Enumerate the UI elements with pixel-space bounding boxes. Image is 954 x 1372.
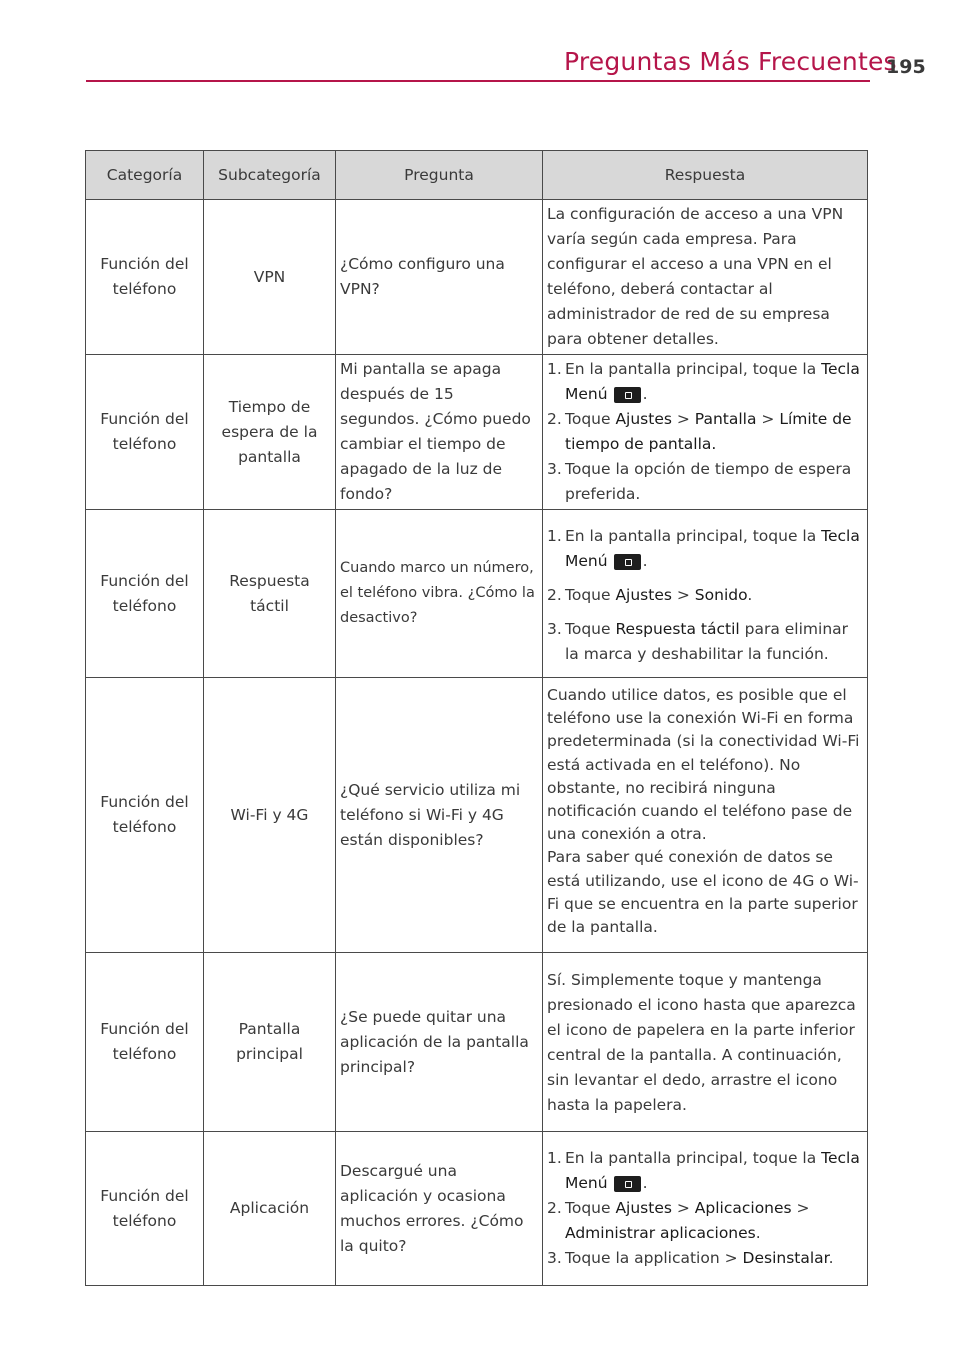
- menu-key-icon: [614, 554, 641, 570]
- subcategory-cell: Pantalla principal: [204, 953, 336, 1132]
- question-cell: ¿Se puede quitar una aplicación de la pantalla principal?: [336, 953, 543, 1132]
- step-item: 1. En la pantalla principal, toque la Tecla Menú .: [547, 527, 860, 570]
- step-item: 3. Toque la opción de tiempo de espera preferida.: [547, 460, 852, 503]
- steps-list: [547, 524, 863, 667]
- step-item: 2. Toque Ajustes > Pantalla > Límite de tiempo de pantalla.: [547, 410, 852, 453]
- category-cell: Función del teléfono: [86, 953, 204, 1132]
- table-row: [86, 510, 868, 678]
- answer-paragraph: La configuración de acceso a una VPN varía según cada empresa. Para configurar el acceso a una VPN en el teléfono, deberá contactar al administrador de red de su empresa para obtener detalles.: [547, 205, 844, 348]
- table-header-row: [86, 151, 868, 200]
- answer-paragraph: Para saber qué conexión de datos se está utilizando, use el icono de 4G o Wi-Fi que se encuentra en la parte superior de la pantalla.: [547, 848, 859, 937]
- steps-list: [547, 1146, 863, 1271]
- answer-cell: [543, 953, 868, 1132]
- answer-cell: [543, 678, 868, 953]
- answer-cell: [543, 1132, 868, 1286]
- answer-paragraph: Sí. Simplemente toque y mantenga presionado el icono hasta que aparezca el icono de papelera en la parte inferior central de la pantalla. A continuación, sin levantar el dedo, arrastre el icono hasta la papelera.: [547, 971, 856, 1114]
- column-header-question: Pregunta: [336, 151, 543, 200]
- table-row: [86, 953, 868, 1132]
- steps-list: [547, 357, 863, 507]
- step-item: 3. Toque la application > Desinstalar.: [547, 1249, 834, 1267]
- column-header-answer: Respuesta: [543, 151, 868, 200]
- question-cell: Cuando marco un número, el teléfono vibra. ¿Cómo la desactivo?: [336, 510, 543, 678]
- column-header-subcategory: Subcategoría: [204, 151, 336, 200]
- subcategory-cell: Tiempo de espera de la pantalla: [204, 355, 336, 510]
- question-cell: Descargué una aplicación y ocasiona muchos errores. ¿Cómo la quito?: [336, 1132, 543, 1286]
- step-item: 2. Toque Ajustes > Aplicaciones > Administrar aplicaciones.: [547, 1199, 810, 1242]
- question-cell: ¿Qué servicio utiliza mi teléfono si Wi-Fi y 4G están disponibles?: [336, 678, 543, 953]
- table-row: [86, 1132, 868, 1286]
- column-header-category: Categoría: [86, 151, 204, 200]
- question-cell: ¿Cómo configuro una VPN?: [336, 200, 543, 355]
- answer-paragraph: Cuando utilice datos, es posible que el teléfono use la conexión Wi-Fi en forma predeterminada (si la conectividad Wi-Fi está activada en el teléfono). No obstante, no recibirá ninguna notificación cuando el teléfono pase de una conexión a otra.: [547, 686, 860, 844]
- faq-table: [85, 150, 868, 1286]
- step-item: 1. En la pantalla principal, toque la Tecla Menú .: [547, 360, 860, 403]
- header-rule: [86, 80, 870, 82]
- step-item: 3. Toque Respuesta táctil para eliminar la marca y deshabilitar la función.: [547, 620, 849, 663]
- question-cell: Mi pantalla se apaga después de 15 segundos. ¿Cómo puedo cambiar el tiempo de apagado de la luz de fondo?: [336, 355, 543, 510]
- table-row: [86, 355, 868, 510]
- subcategory-cell: Respuesta táctil: [204, 510, 336, 678]
- answer-cell: [543, 200, 868, 355]
- menu-key-icon: [614, 387, 641, 403]
- category-cell: Función del teléfono: [86, 1132, 204, 1286]
- menu-key-icon: [614, 1176, 641, 1192]
- page-number: 195: [886, 56, 926, 78]
- step-item: 1. En la pantalla principal, toque la Tecla Menú .: [547, 1149, 860, 1192]
- category-cell: Función del teléfono: [86, 510, 204, 678]
- category-cell: Función del teléfono: [86, 355, 204, 510]
- category-cell: Función del teléfono: [86, 678, 204, 953]
- subcategory-cell: Wi-Fi y 4G: [204, 678, 336, 953]
- page-title: Preguntas Más Frecuentes: [564, 47, 897, 76]
- table-row: [86, 678, 868, 953]
- table-row: [86, 200, 868, 355]
- subcategory-cell: Aplicación: [204, 1132, 336, 1286]
- answer-cell: [543, 510, 868, 678]
- category-cell: Función del teléfono: [86, 200, 204, 355]
- answer-cell: [543, 355, 868, 510]
- step-item: 2. Toque Ajustes > Sonido.: [547, 586, 753, 604]
- subcategory-cell: VPN: [204, 200, 336, 355]
